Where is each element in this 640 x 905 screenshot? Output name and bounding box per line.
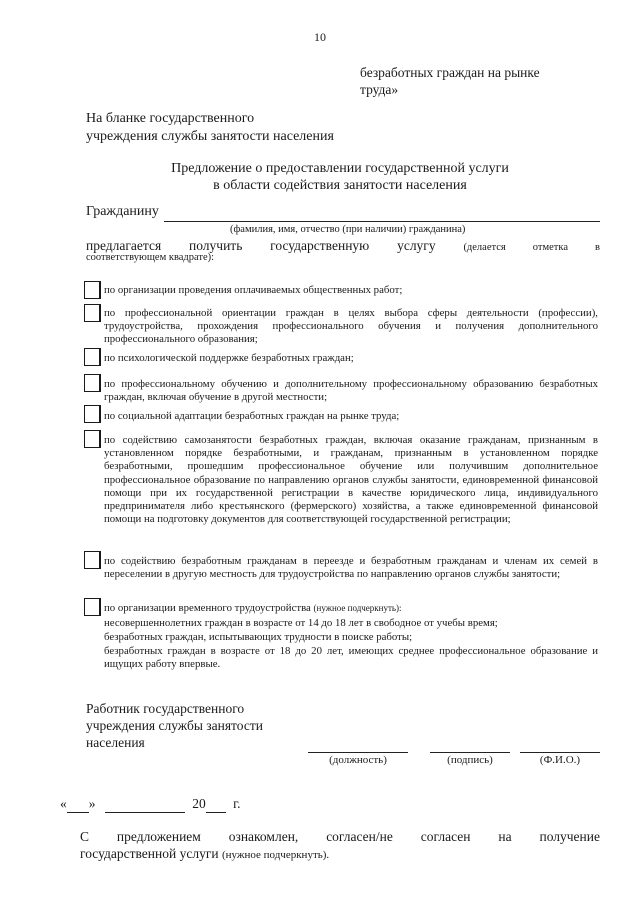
item-psychological-support: по психологической поддержке безработных граждан; bbox=[104, 352, 354, 364]
worker-label bbox=[86, 700, 263, 751]
citizen-field[interactable] bbox=[86, 204, 600, 226]
item-vocational-training: по профессиональному обучению и дополнительному профессиональному образованию безработных граждан, включая обучение в другой местности; bbox=[104, 378, 598, 404]
checkbox-social-adaptation[interactable] bbox=[84, 405, 101, 423]
item-career-guidance: по профессиональной ориентации граждан в целях выбора сферы деятельности (профессии), трудоустройства, прохождения профессионального обучения и получения дополнительного профессионального образования; bbox=[104, 307, 598, 346]
header-note-line: труда» bbox=[360, 82, 399, 97]
page-number: 10 bbox=[314, 30, 326, 44]
document-title bbox=[60, 160, 620, 194]
position-line[interactable] bbox=[308, 752, 408, 753]
header-note bbox=[360, 64, 600, 98]
signature-line[interactable] bbox=[430, 752, 510, 753]
checkbox-vocational-training[interactable] bbox=[84, 374, 101, 392]
checkbox-public-works[interactable] bbox=[84, 281, 101, 299]
offer-hint-continued: соответствующем квадрате): bbox=[86, 252, 215, 263]
offer-main: предлагается получить государственную услугу bbox=[86, 238, 436, 253]
name-label: (Ф.И.О.) bbox=[539, 754, 581, 766]
date-year-prefix: 20 bbox=[192, 796, 206, 811]
citizen-name-line[interactable] bbox=[164, 221, 600, 222]
item-temporary-employment bbox=[104, 602, 598, 615]
item-temporary-employment-label: по организации временного трудоустройства bbox=[104, 602, 311, 614]
agreement-text-continued bbox=[80, 846, 329, 862]
checkbox-relocation[interactable] bbox=[84, 551, 101, 569]
checkbox-self-employment[interactable] bbox=[84, 430, 101, 448]
sub-item-minors: несовершеннолетних граждан в возрасте от 14 до 18 лет в свободное от учебы время; bbox=[104, 617, 498, 629]
worker-label-line: населения bbox=[86, 735, 145, 750]
org-header-line: На бланке государственного bbox=[86, 111, 255, 126]
date-month-line[interactable] bbox=[105, 796, 185, 813]
date-open-quote: « bbox=[60, 796, 67, 811]
sub-item-graduates: безработных граждан в возрасте от 18 до 20 лет, имеющих среднее профессиональное образование и ищущих работу впервые. bbox=[104, 645, 598, 671]
worker-label-line: Работник государственного bbox=[86, 701, 245, 716]
date-year-suffix: г. bbox=[233, 796, 241, 811]
name-line[interactable] bbox=[520, 752, 600, 753]
date-close-quote: » bbox=[88, 796, 96, 811]
checkbox-psychological-support[interactable] bbox=[84, 348, 101, 366]
item-temporary-employment-hint: (нужное подчеркнуть): bbox=[313, 603, 402, 613]
agreement-text: С предложением ознакомлен, согласен/не согласен на получение bbox=[80, 829, 600, 844]
date-day-line[interactable] bbox=[67, 796, 89, 813]
header-note-line: безработных граждан на рынке bbox=[360, 65, 540, 80]
org-header-line: учреждения службы занятости населения bbox=[86, 129, 334, 144]
agreement-hint: (нужное подчеркнуть). bbox=[221, 849, 330, 861]
citizen-hint: (фамилия, имя, отчество (при наличии) гражданина) bbox=[230, 224, 466, 235]
item-public-works: по организации проведения оплачиваемых общественных работ; bbox=[104, 284, 403, 296]
org-header bbox=[86, 110, 334, 146]
citizen-label: Гражданину bbox=[86, 204, 159, 219]
agreement-service: государственной услуги bbox=[80, 846, 219, 861]
title-line: в области содействия занятости населения bbox=[213, 178, 467, 193]
item-relocation: по содействию безработным гражданам в переезде и безработным гражданам и членам их семей в переселении в другую местность для трудоустройства по направлению органов службы занятости; bbox=[104, 555, 598, 581]
position-label: (должность) bbox=[329, 754, 387, 766]
item-social-adaptation: по социальной адаптации безработных граждан на рынке труда; bbox=[104, 410, 400, 422]
worker-label-line: учреждения службы занятости bbox=[86, 718, 263, 733]
date-field[interactable] bbox=[60, 796, 241, 813]
offer-hint: (делается отметка в bbox=[463, 242, 601, 253]
checkbox-career-guidance[interactable] bbox=[84, 304, 101, 322]
date-year-line[interactable] bbox=[206, 796, 226, 813]
item-self-employment: по содействию самозанятости безработных граждан, включая оказание гражданам, признанным в установленном порядке безработными, и гражданам, признанным в установленном порядке безработными, прошедшим профессиональное обучение или получившим дополнительное профессиональное образование по направлению органов службы занятости, единовременной финансовой помощи при их государственной регистрации в качестве юридического лица, индивидуального предпринимателя либо крестьянского (фермерского) хозяйства, а также единовременной финансовой помощи на подготовку документов для соответствующей государственной регистрации; bbox=[104, 434, 598, 526]
checkbox-temporary-employment[interactable] bbox=[84, 598, 101, 616]
title-line: Предложение о предоставлении государственной услуги bbox=[171, 161, 509, 176]
signature-label: (подпись) bbox=[447, 754, 493, 766]
sub-item-difficulty: безработных граждан, испытывающих трудности в поиске работы; bbox=[104, 631, 413, 643]
